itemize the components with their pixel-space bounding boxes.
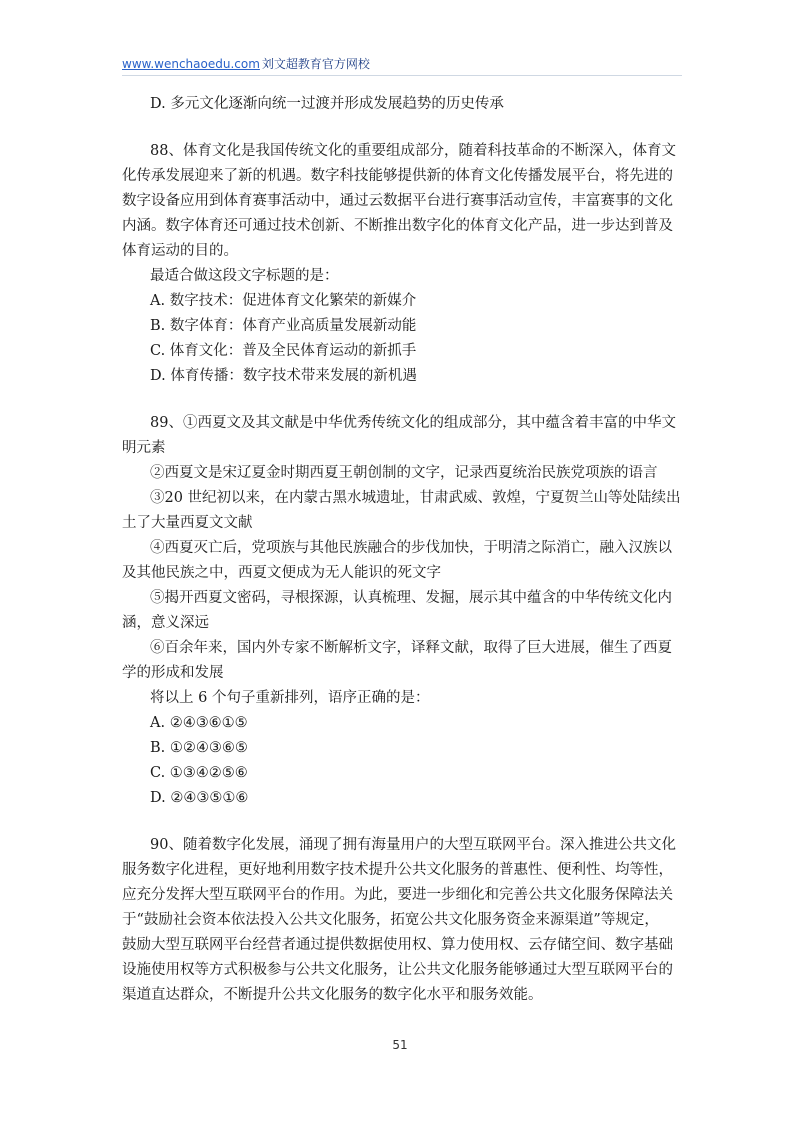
q88-stem-line: 88、体育文化是我国传统文化的重要组成部分，随着科技革命的不断深入，体育文 xyxy=(150,143,676,159)
q88-stem-line: 化传承发展迎来了新的机遇。数字科技能够提供新的体育文化传播发展平台，将先进的 xyxy=(122,168,673,184)
q89-sentence-line: ②西夏文是宋辽夏金时期西夏王朝创制的文字，记录西夏统治民族党项族的语言 xyxy=(150,465,658,481)
q90-stem-line: 鼓励大型互联网平台经营者通过提供数据使用权、算力使用权、云存储空间、数字基础 xyxy=(122,937,673,953)
q89-sentence-line: 涵，意义深远 xyxy=(122,615,209,631)
page-content xyxy=(122,92,682,1008)
q90-stem-line: 设施使用权等方式积极参与公共文化服务，让公共文化服务能够通过大型互联网平台的 xyxy=(122,962,673,978)
page-number: 51 xyxy=(392,1038,408,1052)
q89-option-a: A. ②④③⑥①⑤ xyxy=(150,715,248,731)
q90-stem-line: 于“鼓励社会资本依法投入公共文化服务，拓宽公共文化服务资金来源渠道”等规定， xyxy=(122,912,659,928)
q88-question: 最适合做这段文字标题的是： xyxy=(150,268,339,284)
q89-question: 将以上 6 个句子重新排列，语序正确的是： xyxy=(150,690,430,706)
q88-stem-line: 内涵。数字体育还可通过技术创新、不断推出数字化的体育文化产品，进一步达到普及 xyxy=(122,218,673,234)
q90-block xyxy=(122,833,682,1008)
q88-stem-line: 数字设备应用到体育赛事活动中，通过云数据平台进行赛事活动宣传，丰富赛事的文化 xyxy=(122,193,673,209)
q89-sentence-line: ④西夏灭亡后，党项族与其他民族融合的步伐加快，于明清之际消亡，融入汉族以 xyxy=(150,540,672,556)
q90-stem-line: 渠道直达群众，不断提升公共文化服务的数字化水平和服务效能。 xyxy=(122,987,543,1003)
header-url-link[interactable]: www.wenchaoedu.com xyxy=(122,57,260,71)
q90-stem-line: 90、随着数字化发展，涌现了拥有海量用户的大型互联网平台。深入推进公共文化 xyxy=(150,837,676,853)
q89-sentence-line: 及其他民族之中，西夏文便成为无人能识的死文字 xyxy=(122,565,441,581)
q88-option-c: C. 体育文化：普及全民体育运动的新抓手 xyxy=(150,343,417,359)
q89-block xyxy=(122,411,682,811)
q90-stem-line: 应充分发挥大型互联网平台的作用。为此，要进一步细化和完善公共文化服务保障法关 xyxy=(122,887,673,903)
q89-sentence-line: 学的形成和发展 xyxy=(122,665,224,681)
q89-sentence-line: ③20 世纪初以来，在内蒙古黑水城遗址，甘肃武威、敦煌，宁夏贺兰山等处陆续出 xyxy=(150,490,681,506)
q88-block xyxy=(122,139,682,389)
q89-option-b: B. ①②④③⑥⑤ xyxy=(150,740,248,756)
q88-option-b: B. 数字体育：体育产业高质量发展新动能 xyxy=(150,318,417,334)
q88-option-a: A. 数字技术：促进体育文化繁荣的新媒介 xyxy=(150,293,417,309)
q89-option-d: D. ②④③⑤①⑥ xyxy=(150,790,249,806)
header-org-name: 刘文超教育官方网校 xyxy=(261,57,370,71)
q89-sentence-line: 土了大量西夏文文献 xyxy=(122,515,253,531)
q88-stem-line: 体育运动的目的。 xyxy=(122,243,238,259)
q89-sentence-line: ⑤揭开西夏文密码，寻根探源，认真梳理、发掘，展示其中蕴含的中华传统文化内 xyxy=(150,590,672,606)
q89-sentence-line: ⑥百余年来，国内外专家不断解析文字，译释文献，取得了巨大进展，催生了西夏 xyxy=(150,640,672,656)
q89-sentence-line: 明元素 xyxy=(122,440,166,456)
q89-option-c: C. ①③④②⑤⑥ xyxy=(150,765,248,781)
q90-stem-line: 服务数字化进程，更好地利用数字技术提升公共文化服务的普惠性、便利性、均等性， xyxy=(122,862,673,878)
q89-sentence-line: 89、①西夏文及其文献是中华优秀传统文化的组成部分，其中蕴含着丰富的中华文 xyxy=(150,415,676,431)
page-header xyxy=(122,55,682,76)
q88-option-d: D. 体育传播：数字技术带来发展的新机遇 xyxy=(150,368,417,384)
q87-option-d: D. 多元文化逐渐向统一过渡并形成发展趋势的历史传承 xyxy=(150,96,504,112)
